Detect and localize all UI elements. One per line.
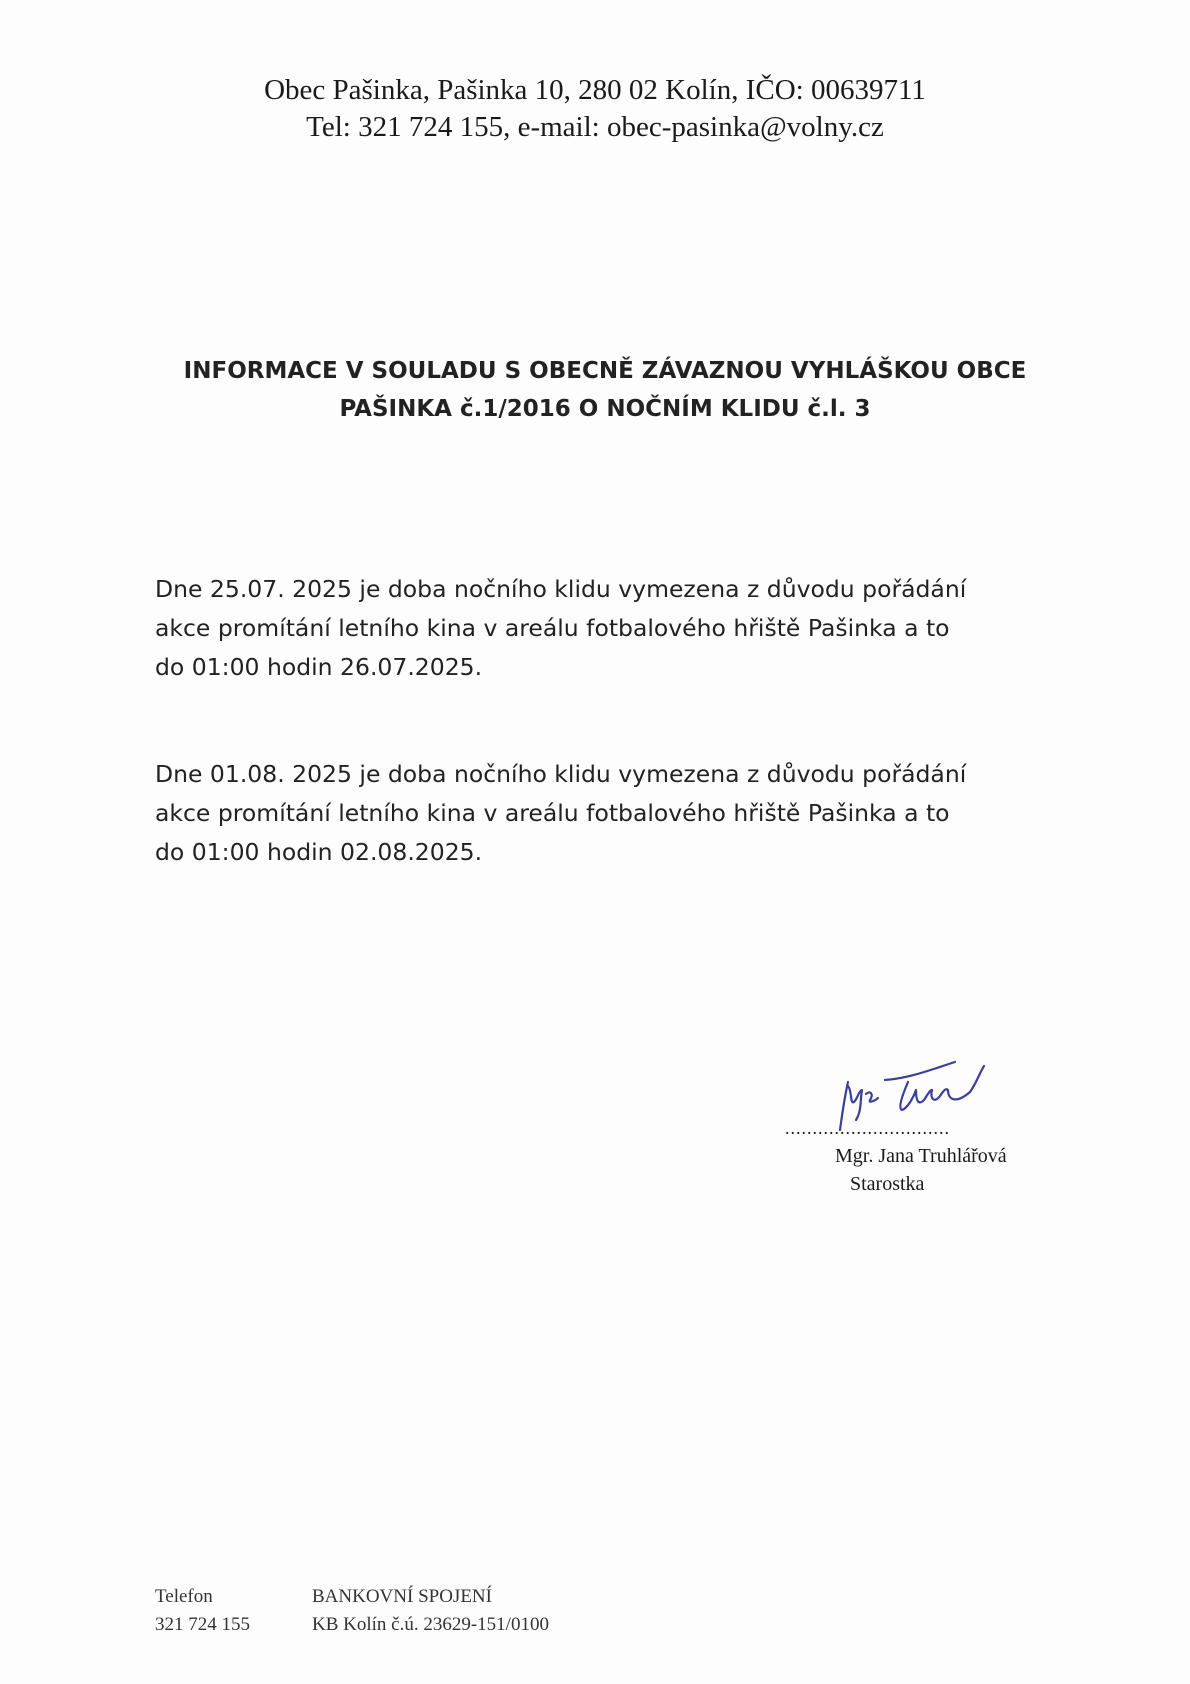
letterhead-address: Obec Pašinka, Pašinka 10, 280 02 Kolín, IČO: 00639711 [264, 74, 926, 106]
paragraph-line: akce promítání letního kina v areálu fotbalového hřiště Pašinka a to [155, 799, 950, 827]
paragraph-line: Dne 25.07. 2025 je doba nočního klidu vymezena z důvodu pořádání [155, 575, 967, 603]
letterhead [0, 72, 1190, 146]
footer-bank-account: KB Kolín č.ú. 23629-151/0100 [312, 1614, 549, 1635]
paragraph-2 [155, 755, 1055, 872]
title-line-2: PAŠINKA č.1/2016 O NOČNÍM KLIDU č.l. 3 [339, 396, 871, 422]
letterhead-contact: Tel: 321 724 155, e-mail: obec-pasinka@volny.cz [306, 111, 884, 143]
footer-bank [312, 1583, 549, 1639]
paragraph-line: do 01:00 hodin 26.07.2025. [155, 653, 483, 681]
title-line-1: INFORMACE V SOULADU S OBECNĚ ZÁVAZNOU VYHLÁŠKOU OBCE [183, 358, 1027, 384]
signatory-role: Starostka [850, 1173, 925, 1195]
paragraph-1 [155, 570, 1055, 687]
footer-phone-number: 321 724 155 [155, 1614, 250, 1635]
footer-phone [155, 1583, 250, 1639]
footer-phone-label: Telefon [155, 1586, 213, 1607]
signature-line: .............................. [785, 1118, 950, 1138]
paragraph-line: Dne 01.08. 2025 je doba nočního klidu vymezena z důvodu pořádání [155, 760, 967, 788]
paragraph-line: do 01:00 hodin 02.08.2025. [155, 838, 483, 866]
document-title [120, 352, 1090, 428]
signatory-name: Mgr. Jana Truhlářová [835, 1145, 1007, 1167]
footer-bank-label: BANKOVNÍ SPOJENÍ [312, 1586, 492, 1607]
paragraph-line: akce promítání letního kina v areálu fotbalového hřiště Pašinka a to [155, 614, 950, 642]
